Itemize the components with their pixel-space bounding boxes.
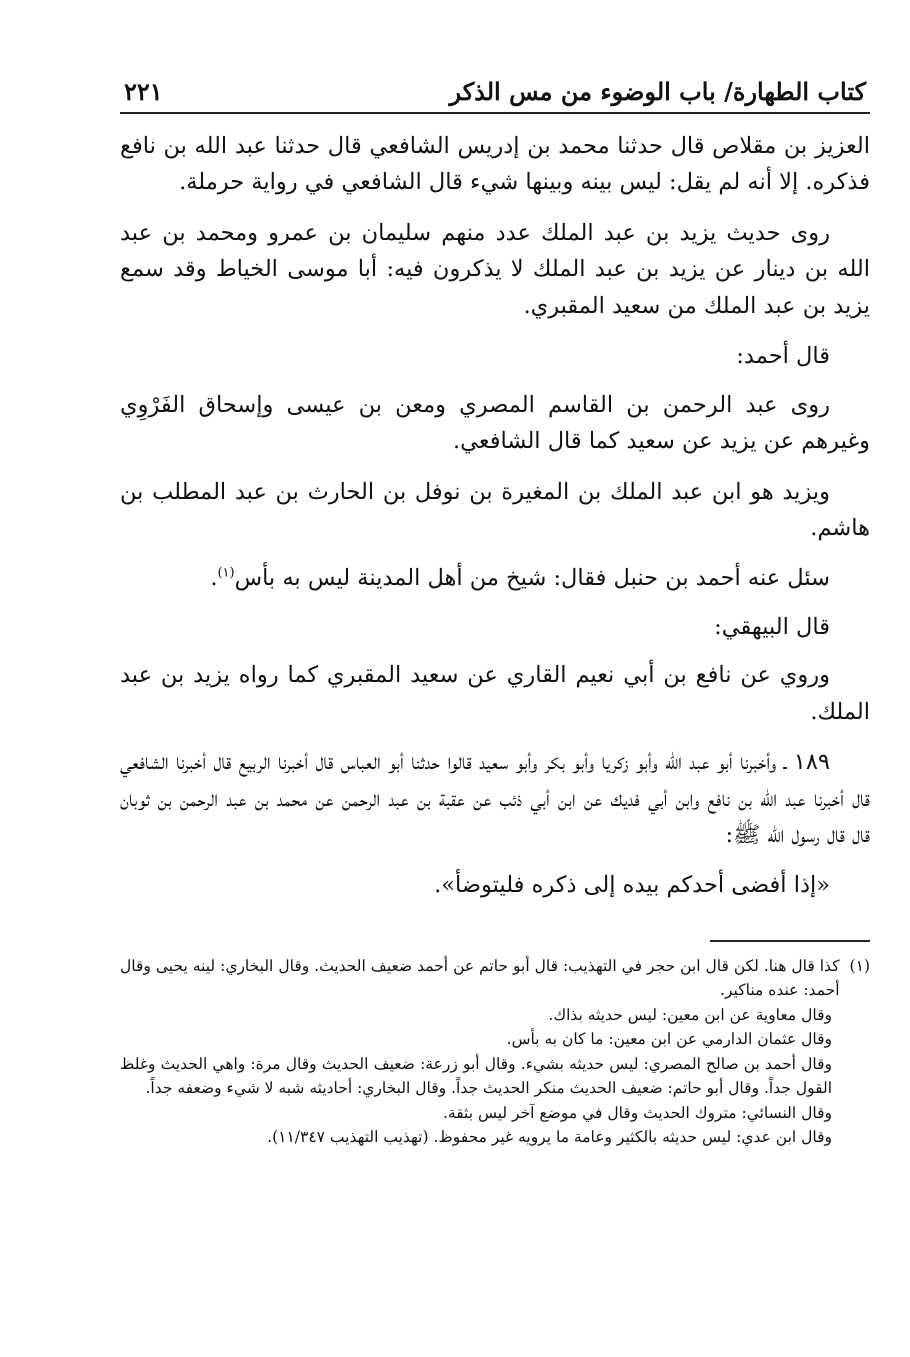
- footnote-line: وقال عثمان الدارمي عن ابن معين: ما كان به بأس.: [506, 1030, 832, 1049]
- paragraph: روى حديث يزيد بن عبد الملك عدد منهم سليمان بن عمرو ومحمد بن عبد الله بن دينار عن يزيد بن عبد الملك لا يذكرون فيه: أبا موسى الخياط وقد سمع يزيد بن عبد الملك من سعيد المقبري.: [120, 219, 870, 319]
- running-title: كتاب الطهارة/ باب الوضوء من مس الذكر: [449, 77, 866, 106]
- quote-text: سئل عنه أحمد بن حنبل فقال: شيخ من أهل المدينة ليس به بأس: [234, 565, 830, 592]
- book-page: [120, 70, 870, 1327]
- footnote-line: وقال ابن عدي: ليس حديثه بالكثير وعامة ما يرويه غير محفوظ. (تهذيب التهذيب ١١/٣٤٧).: [267, 1128, 832, 1147]
- paragraph: روى عبد الرحمن بن القاسم المصري ومعن بن عيسى وإسحاق الفَرْوِي وغيرهم عن يزيد عن سعيد كما قال الشافعي.: [120, 391, 870, 455]
- footnote-number: (١): [849, 956, 870, 975]
- hadith-chain: ١٨٩ ـ وأخبرنا أبو عبد الله وأبو زكريا وأبو بكر وأبو سعيد قالوا حدثنا أبو العباس قال أخبرنا الربيع قال أخبرنا الشافعي قال أخبرنا عبد الله بن نافع وابن أبي فديك عن ابن أبي ذئب عن عقبة بن عبد الرحمن عن محمد بن عبد الرحمن بن ثوبان قال قال رسول الله ﷺ:: [120, 749, 870, 848]
- paragraph: وروي عن نافع بن أبي نعيم القاري عن سعيد المقبري كما رواه يزيد بن عبد الملك.: [120, 662, 870, 725]
- quote-end: .: [210, 565, 218, 592]
- quote-line: [120, 560, 870, 596]
- footnote-line: وقال معاوية عن ابن معين: ليس حديثه بذاك.: [548, 1005, 832, 1024]
- paragraph: العزيز بن مقلاص قال حدثنا محمد بن إدريس الشافعي قال حدثنا عبد الله بن نافع فذكره. إلا أنه لم يقل: ليس بينه وبينها شيء قال الشافعي في رواية حرملة.: [120, 133, 870, 196]
- footnote: [120, 954, 870, 1003]
- page-number: ٢٢١: [124, 77, 163, 106]
- main-text: [120, 128, 870, 904]
- footnote-line: وقال النسائي: متروك الحديث وقال في موضع آخر ليس بثقة.: [442, 1103, 832, 1122]
- footnote-line: وقال أحمد بن صالح المصري: ليس حديثه بشيء. وقال أبو زرعة: ضعيف الحديث وقال مرة: واهي الحديث وغلظ القول جداً. وقال أبو حاتم: ضعيف الحديث منكر الحديث جداً. وقال البخاري: أحاديثه شبه لا شيء وضعفه جداً.: [120, 1054, 832, 1098]
- section-label: قال البيهقي:: [714, 613, 830, 640]
- section-label: قال أحمد:: [736, 343, 830, 370]
- paragraph: ويزيد هو ابن عبد الملك بن المغيرة بن نوفل بن الحارث بن عبد المطلب بن هاشم.: [120, 478, 870, 541]
- footnotes: [120, 954, 870, 1150]
- footnote-line: كذا قال هنا. لكن قال ابن حجر في التهذيب: قال أبو حاتم عن أحمد ضعيف الحديث. وقال البخاري: لينه يحيى وقال أحمد: عنده مناكير.: [120, 956, 840, 1000]
- hadith-text: «إذا أفضى أحدكم بيده إلى ذكره فليتوضأ».: [434, 872, 830, 899]
- footnote-ref: (١): [217, 565, 235, 581]
- footnote-divider: [710, 940, 870, 942]
- page-header: [120, 70, 870, 114]
